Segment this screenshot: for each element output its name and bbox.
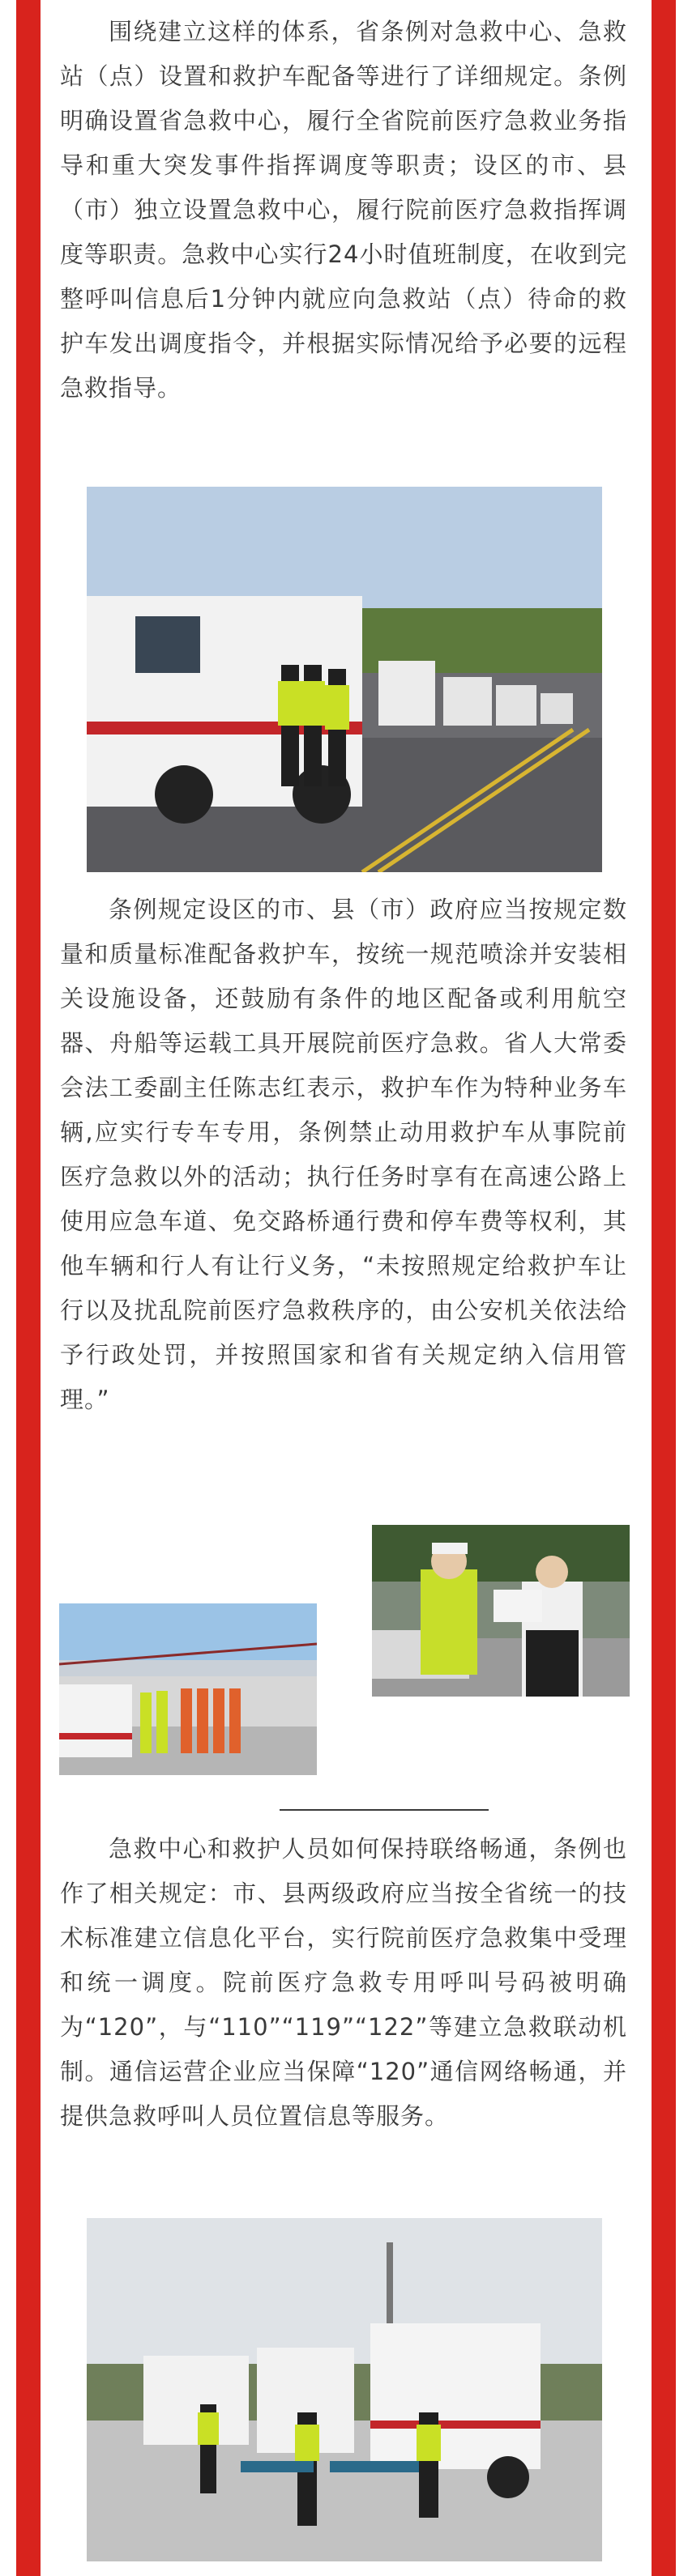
paragraph-2: 条例规定设区的市、县（市）政府应当按规定数量和质量标准配备救护车，按统一规范喷涂并安装相关设施设备，还鼓励有条件的地区配备或利用航空器、舟船等运载工具开展院前医疗急救。省人大常委会法工委副主任陈志红表示，救护车作为特种业务车辆,应实行专车专用，条例禁止动用救护车从事院前医疗急救以外的活动；执行任务时享有在高速公路上使用应急车道、免交路桥通行费和停车费等权利，其他车辆和行人有让行义务，“未按照规定给救护车让行以及扰乱院前医疗急救秩序的，由公安机关依法给予行政处罚，并按照国家和省有关规定纳入信用管理。” [60, 896, 627, 1413]
left-red-border [16, 0, 41, 2576]
article-body [60, 10, 627, 411]
photo-ambulance-drill [87, 2218, 602, 2561]
photo-ambulance-convoy [87, 487, 602, 872]
article-body-3 [60, 1827, 627, 2139]
section-divider [280, 1809, 489, 1811]
photo-rescue-team [59, 1603, 317, 1775]
article-body-2 [60, 888, 627, 1422]
paragraph-1: 围绕建立这样的体系，省条例对急救中心、急救站（点）设置和救护车配备等进行了详细规定。条例明确设置省急救中心，履行全省院前医疗急救业务指导和重大突发事件指挥调度等职责；设区的市、县（市）独立设置急救中心，履行院前医疗急救指挥调度等职责。急救中心实行24小时值班制度，在收到完整呼叫信息后1分钟内就应向急救站（点）待命的救护车发出调度指令，并根据实际情况给予必要的远程急救指导。 [60, 18, 627, 402]
right-red-border [652, 0, 676, 2576]
photo-traffic-police [372, 1525, 630, 1697]
paragraph-3: 急救中心和救护人员如何保持联络畅通，条例也作了相关规定：市、县两级政府应当按全省统一的技术标准建立信息化平台，实行院前医疗急救集中受理和统一调度。院前医疗急救专用呼叫号码被明确为“120”，与“110”“119”“122”等建立急救联动机制。通信运营企业应当保障“120”通信网络畅通，并提供急救呼叫人员位置信息等服务。 [60, 1835, 627, 2130]
